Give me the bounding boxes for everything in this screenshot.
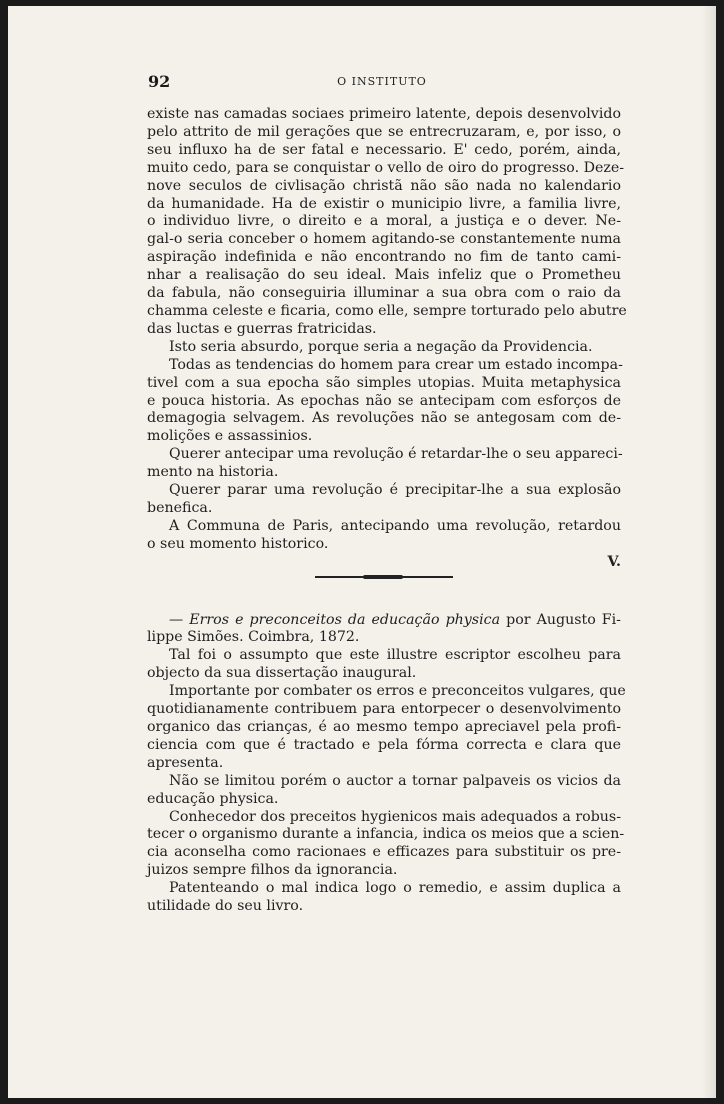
text-line: pelo attrito de mil gerações que se entrecruzaram, e, por isso, o [147, 123, 621, 140]
paragraph [147, 773, 621, 809]
text-line: utilidade do seu livro. [147, 898, 304, 915]
text-line: gal-o seria conceber o homem agitando-se constantemente numa [147, 231, 621, 248]
text-line: demagogia selvagem. As revoluções não se antegosam com de- [147, 410, 621, 427]
text-line: benefica. [147, 499, 213, 516]
review-heading-line-2: lippe Simões. Coimbra, 1872. [147, 629, 360, 646]
text-line: e pouca historia. As epochas não se antecipam com esforços de [147, 392, 621, 409]
review-prefix: — [169, 611, 190, 628]
section-divider [315, 576, 453, 578]
review-author: por Augusto Fi- [500, 611, 621, 628]
page-number: 92 [148, 72, 171, 91]
paragraph [147, 880, 621, 916]
book-page [8, 6, 716, 1098]
review-heading-line [147, 612, 621, 630]
text-line: Todas as tendencias do homem para crear um estado incompa- [169, 356, 623, 373]
text-line: aspiração indefinida e não encontrando no fim de tanto cami- [147, 249, 621, 266]
text-line: seu influxo ha de ser fatal e necessario. E' cedo, porém, ainda, [147, 141, 621, 158]
text-line: Querer antecipar uma revolução é retardar-lhe o seu appareci- [169, 446, 623, 463]
paragraph [147, 518, 621, 554]
article-body [147, 106, 627, 916]
text-line: tivel com a sua epocha são simples utopias. Muita metaphysica [147, 374, 621, 391]
signature: V. [607, 553, 621, 570]
text-line: apresenta. [147, 754, 224, 771]
text-line: Querer parar uma revolução é precipitar-lhe a sua explosão [169, 482, 621, 499]
text-line: Patenteando o mal indica logo o remedio, e assim duplica a [169, 880, 621, 897]
text-line: muito cedo, para se conquistar o vello de oiro do progresso. Deze- [147, 159, 625, 176]
text-line: Conhecedor dos preceitos hygienicos mais adequados a robus- [169, 808, 621, 825]
text-line: Não se limitou porém o auctor a tornar palpaveis os vicios da [169, 772, 621, 789]
text-line: A Communa de Paris, antecipando uma revolução, retardou [169, 517, 621, 534]
text-line: da fabula, não conseguiria illuminar a sua obra com o raio da [147, 285, 621, 302]
text-line: organico das crianças, é ao mesmo tempo apreciavel pela profi- [147, 719, 621, 735]
review-title: Erros e preconceitos da educação physica [189, 611, 501, 628]
text-line: Isto seria absurdo, porque seria a negação da Providencia. [169, 338, 593, 355]
text-line: cia aconselha como racionaes e efficazes para substituir os pre- [147, 844, 621, 861]
paragraph [147, 106, 627, 339]
text-line: existe nas camadas sociaes primeiro latente, depois desenvolvido [147, 106, 621, 122]
paragraph [147, 446, 621, 482]
text-line: Importante por combater os erros e preconceitos vulgares, que [169, 683, 626, 700]
text-line: quotidianamente contribuem para entorpecer o desenvolvimento [147, 701, 621, 718]
paragraph [147, 339, 621, 357]
review-section [147, 611, 626, 916]
text-line: das luctas e guerras fratricidas. [147, 320, 377, 337]
text-line: da humanidade. Ha de existir o municipio livre, a familia livre, [147, 195, 621, 212]
text-line: o individuo livre, o direito e a moral, a justiça e o dever. Ne- [147, 213, 621, 230]
review-paragraphs [147, 647, 626, 916]
text-line: Tal foi o assumpto que este illustre escriptor escolheu para [169, 647, 621, 664]
text-line: objecto da sua dissertação inaugural. [147, 665, 417, 682]
article-paragraphs [147, 106, 627, 554]
page-header [144, 72, 620, 94]
text-line: educação physica. [147, 790, 279, 807]
paragraph [147, 482, 621, 518]
paragraph [147, 357, 621, 447]
text-line: tecer o organismo durante a infancia, indica os meios que a scien- [147, 826, 625, 843]
text-line: chamma celeste e ficaria, como elle, sempre torturado pelo abutre [147, 302, 627, 319]
running-head: O INSTITUTO [337, 75, 427, 88]
text-line: nhar a realisação do seu ideal. Mais infeliz que o Prometheu [147, 267, 621, 284]
text-line: nove seculos de civlisação christã não são nada no kalendario [147, 177, 621, 194]
paragraph [147, 647, 621, 683]
text-line: juizos sempre filhos da ignorancia. [147, 862, 398, 879]
paragraph [147, 683, 626, 773]
paragraph [147, 808, 625, 881]
text-line: mento na historia. [147, 464, 279, 481]
text-line: o seu momento historico. [147, 535, 329, 552]
text-line: molições e assassinios. [147, 428, 313, 445]
text-line: ciencia com que é tractado e pela fórma correcta e clara que [147, 736, 621, 753]
